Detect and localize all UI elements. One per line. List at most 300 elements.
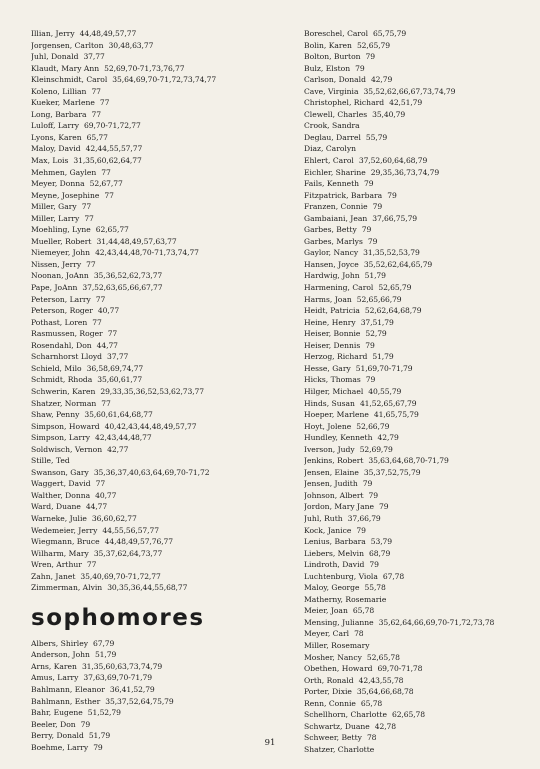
index-entry: [31, 132, 281, 144]
index-entry: [31, 398, 281, 410]
entry-pages: 62,65,77: [95, 225, 129, 235]
entry-name: Carlson, Donald: [304, 75, 366, 85]
entry-pages: 79: [372, 202, 383, 212]
entry-pages: 62,65,78: [391, 710, 425, 720]
entry-pages: 77: [91, 109, 101, 119]
entry-pages: 35,52,62,64,65,79: [363, 259, 433, 269]
entry-name: Shatzer, Charlotte: [304, 744, 375, 754]
entry-name: Schweer, Betty: [304, 733, 362, 743]
index-entry: [304, 201, 529, 213]
index-entry: [304, 617, 529, 629]
index-entry: [304, 190, 529, 202]
index-entry: [304, 120, 529, 132]
entry-name: Miller, Gary: [31, 202, 77, 212]
entry-name: Bulz, Elston: [304, 63, 351, 73]
entry-pages: 77: [95, 294, 106, 304]
index-entry: [31, 340, 281, 352]
index-entry: [304, 28, 529, 40]
index-entry: [304, 143, 529, 155]
index-entry: [31, 374, 281, 386]
entry-name: Mueller, Robert: [31, 236, 92, 246]
entry-pages: 79: [364, 179, 374, 189]
entry-pages: 42,43,44,48,70-71,73,74,77: [95, 248, 199, 258]
entry-name: Scharnhorst Lloyd: [31, 352, 103, 362]
entry-pages: 40,77: [95, 490, 117, 500]
index-entry: [31, 351, 281, 363]
entry-name: Liebers, Melvin: [304, 548, 364, 558]
index-entry: [304, 663, 529, 675]
index-entry: [304, 167, 529, 179]
entry-name: Zimmerman, Alvin: [31, 583, 103, 593]
entry-pages: 40,77: [97, 306, 120, 316]
entry-name: Pape, JoAnn: [31, 283, 78, 293]
entry-pages: 79: [369, 560, 379, 570]
index-list-top: [31, 28, 281, 594]
index-entry: [31, 236, 281, 248]
entry-name: Gaylor, Nancy: [304, 248, 359, 258]
index-entry: [31, 386, 281, 398]
index-entry: [304, 63, 529, 75]
entry-pages: 65,78: [352, 606, 375, 616]
entry-name: Pothast, Loren: [31, 317, 88, 327]
entry-pages: 44,48,49,57,77: [79, 29, 137, 38]
entry-pages: 79: [80, 719, 91, 729]
entry-pages: 37,66,79: [347, 513, 381, 523]
entry-pages: 40,55,79: [368, 386, 402, 396]
entry-pages: 31,35,60,63,73,74,79: [81, 661, 163, 671]
entry-name: Lyons, Karen: [31, 132, 82, 142]
entry-pages: 77: [101, 398, 111, 408]
index-entry: [31, 501, 281, 513]
index-entry: [304, 97, 529, 109]
index-entry: [31, 190, 281, 202]
entry-name: Juhl, Donald: [31, 52, 79, 62]
entry-name: Harmening, Carol: [304, 283, 374, 293]
entry-pages: 35,40,79: [372, 109, 406, 119]
entry-pages: 52,69,79: [359, 444, 393, 454]
index-entry: [31, 525, 281, 537]
index-entry: [31, 120, 281, 132]
entry-name: Kueker, Marlene: [31, 98, 95, 108]
entry-name: Christophel, Richard: [304, 98, 385, 108]
index-entry: [304, 490, 529, 502]
index-entry: [304, 605, 529, 617]
index-entry: [304, 444, 529, 456]
entry-pages: 77: [81, 202, 92, 212]
entry-name: Simpson, Larry: [31, 433, 90, 443]
entry-name: Schellhorn, Charlotte: [304, 710, 387, 720]
entry-pages: 53,79: [370, 537, 393, 547]
entry-name: Beeler, Don: [31, 719, 76, 729]
entry-pages: 79: [365, 375, 376, 385]
index-entry: [31, 649, 281, 661]
section-heading: sophomores: [31, 604, 205, 631]
entry-name: Jensen, Elaine: [304, 467, 359, 477]
entry-name: Klaudt, Mary Ann: [31, 63, 100, 73]
entry-name: Koleno, Lillian: [31, 86, 87, 96]
entry-name: Schmidt, Rhoda: [31, 375, 93, 385]
entry-name: Ward, Duane: [31, 502, 81, 512]
entry-name: Berry, Donald: [31, 731, 84, 741]
entry-name: Warneke, Julie: [31, 513, 87, 523]
index-entry: [304, 675, 529, 687]
entry-pages: 67,79: [93, 638, 115, 648]
entry-name: Crook, Sandra: [304, 121, 360, 131]
index-entry: [31, 559, 281, 571]
index-entry: [304, 386, 529, 398]
entry-name: Wiegmann, Bruce: [31, 537, 100, 547]
entry-pages: 52,65,78: [366, 652, 400, 662]
entry-name: Clewell, Charles: [304, 109, 368, 119]
entry-name: Arns, Karen: [31, 661, 77, 671]
entry-name: Schwartz, Duane: [304, 721, 370, 731]
index-entry: [304, 132, 529, 144]
entry-pages: 69,70-71,72,77: [84, 121, 141, 131]
entry-name: Porter, Dixie: [304, 687, 352, 697]
entry-pages: 77: [86, 259, 96, 269]
entry-name: Anderson, John: [31, 650, 90, 660]
entry-name: Garbes, Betty: [304, 225, 357, 235]
index-entry: [304, 270, 529, 282]
entry-name: Hardwig, John: [304, 271, 360, 281]
entry-pages: 52,79: [365, 329, 387, 339]
entry-pages: 42,43,44,48,77: [95, 433, 152, 443]
entry-pages: 35,52,62,66,67,73,74,79: [363, 86, 456, 96]
index-entry: [31, 247, 281, 259]
entry-name: Lenius, Barbara: [304, 537, 366, 547]
entry-pages: 77: [101, 167, 111, 177]
entry-pages: 77: [107, 329, 118, 339]
index-entry: [304, 155, 529, 167]
entry-name: Walther, Donna: [31, 490, 91, 500]
entry-pages: 77: [104, 190, 114, 200]
index-entry: [304, 224, 529, 236]
entry-name: Noonan, JoAnn: [31, 271, 89, 281]
entry-name: Long, Barbara: [31, 109, 87, 119]
entry-pages: 44,55,56,57,77: [102, 525, 159, 535]
index-entry: [31, 478, 281, 490]
entry-pages: 37,63,69,70-71,79: [83, 673, 152, 683]
entry-pages: 42,78: [374, 721, 397, 731]
index-entry: [304, 501, 529, 513]
index-entry: [304, 594, 529, 606]
entry-name: Jorgensen, Carlton: [31, 40, 104, 50]
index-entry: [304, 432, 529, 444]
index-entry: [304, 455, 529, 467]
index-entry: [304, 86, 529, 98]
entry-pages: 77: [91, 86, 101, 96]
entry-name: Niemeyer, John: [31, 248, 91, 258]
entry-pages: 37,51,79: [360, 317, 394, 327]
entry-pages: 40,42,43,44,48,49,57,77: [104, 421, 197, 431]
entry-name: Lindroth, David: [304, 560, 365, 570]
index-entry: [31, 490, 281, 502]
entry-name: Fitzpatrick, Barbara: [304, 190, 383, 200]
entry-name: Shatzer, Norman: [31, 398, 97, 408]
entry-name: Jordon, Mary Jane: [304, 502, 374, 512]
index-entry: [31, 328, 281, 340]
entry-name: Ehlert, Carol: [304, 156, 354, 166]
entry-pages: 65,78: [360, 698, 383, 708]
entry-pages: 52,62,64,68,79: [364, 306, 422, 316]
entry-name: Max, Lois: [31, 156, 69, 166]
index-entry: [304, 698, 529, 710]
index-entry: [31, 224, 281, 236]
entry-pages: 35,36,52,62,73,77: [93, 271, 163, 281]
entry-name: Harms, Joan: [304, 294, 352, 304]
index-entry: [31, 661, 281, 673]
right-index-column: [304, 28, 529, 755]
entry-name: Stille, Ted: [31, 456, 70, 466]
index-entry: [304, 548, 529, 560]
entry-name: Simpson, Howard: [31, 421, 100, 431]
index-entry: [31, 317, 281, 329]
page-number: 91: [264, 738, 276, 748]
entry-name: Renn, Connie: [304, 698, 356, 708]
index-entry: [31, 548, 281, 560]
index-entry: [304, 351, 529, 363]
index-entry: [304, 686, 529, 698]
entry-pages: 55,78: [364, 583, 386, 593]
entry-name: Juhl, Ruth: [304, 513, 343, 523]
index-entry: [304, 640, 529, 652]
entry-pages: 51,52,79: [87, 708, 121, 718]
entry-name: Illian, Jerry: [31, 29, 75, 38]
index-entry: [304, 317, 529, 329]
entry-name: Swanson, Gary: [31, 467, 89, 477]
entry-name: Deglau, Darrel: [304, 132, 361, 142]
entry-name: Maloy, David: [31, 144, 81, 154]
index-entry: [304, 247, 529, 259]
entry-name: Waggert, David: [31, 479, 91, 489]
entry-name: Moehling, Lyne: [31, 225, 91, 235]
entry-name: Wren, Arthur: [31, 560, 82, 570]
entry-name: Hansen, Joyce: [304, 259, 359, 269]
entry-name: Obethen, Howard: [304, 664, 373, 674]
entry-name: Hinds, Susan: [304, 398, 355, 408]
index-entry: [31, 432, 281, 444]
index-entry: [31, 28, 281, 40]
entry-name: Eichler, Sharine: [304, 167, 366, 177]
index-entry: [304, 40, 529, 52]
index-entry: [31, 294, 281, 306]
entry-name: Jenkins, Robert: [304, 456, 364, 466]
entry-name: Johnson, Albert: [304, 490, 364, 500]
index-entry: [304, 525, 529, 537]
entry-name: Wedemeier, Jerry: [31, 525, 98, 535]
index-entry: [31, 86, 281, 98]
left-index-column: [31, 28, 281, 753]
index-entry: [304, 409, 529, 421]
entry-name: Herzog, Richard: [304, 352, 368, 362]
entry-name: Maloy, George: [304, 583, 360, 593]
index-entry: [304, 721, 529, 733]
entry-pages: 29,33,35,36,52,53,62,73,77: [100, 386, 205, 396]
entry-pages: 35,37,62,64,73,77: [93, 548, 163, 558]
entry-name: Rasmussen, Roger: [31, 329, 103, 339]
index-entry: [304, 51, 529, 63]
entry-name: Meyer, Donna: [31, 179, 85, 189]
entry-name: Heiser, Bonnie: [304, 329, 361, 339]
entry-name: Franzen, Connie: [304, 202, 368, 212]
entry-name: Mehmen, Gaylen: [31, 167, 97, 177]
entry-pages: 79: [379, 502, 389, 512]
entry-name: Garbes, Marlys: [304, 236, 363, 246]
entry-name: Soldwisch, Vernon: [31, 444, 103, 454]
entry-pages: 77: [92, 317, 102, 327]
entry-name: Heiser, Dennis: [304, 340, 361, 350]
entry-name: Miller, Larry: [31, 213, 80, 223]
index-entry: [304, 363, 529, 375]
entry-name: Kock, Janice: [304, 525, 352, 535]
entry-pages: 35,37,52,75,79: [363, 467, 421, 477]
index-entry: [31, 40, 281, 52]
entry-pages: 44,77: [85, 502, 108, 512]
entry-pages: 42,44,55,57,77: [85, 144, 143, 154]
entry-name: Hoeper, Marlene: [304, 410, 369, 420]
entry-pages: 36,60,62,77: [91, 513, 137, 523]
index-entry: [304, 571, 529, 583]
entry-pages: 52,65,79: [356, 40, 390, 50]
index-entry: [304, 282, 529, 294]
entry-pages: 68,79: [368, 548, 391, 558]
index-entry: [304, 398, 529, 410]
index-entry: [31, 467, 281, 479]
entry-pages: 42,79: [370, 75, 393, 85]
index-entry: [31, 178, 281, 190]
index-entry: [31, 305, 281, 317]
entry-name: Boreschel, Carol: [304, 29, 369, 38]
entry-pages: 77: [95, 479, 106, 489]
entry-pages: 35,37,52,64,75,79: [105, 696, 174, 706]
entry-pages: 77: [99, 98, 110, 108]
entry-name: Miller, Rosemary: [304, 640, 370, 650]
index-entry: [31, 63, 281, 75]
entry-name: Bahlmann, Eleanor: [31, 684, 105, 694]
entry-pages: 51,79: [364, 271, 386, 281]
index-entry: [304, 467, 529, 479]
index-entry: [31, 582, 281, 594]
entry-pages: 51,79: [372, 352, 394, 362]
index-entry: [31, 143, 281, 155]
entry-pages: 35,62,64,66,69,70-71,72,73,78: [378, 617, 495, 627]
index-entry: [304, 628, 529, 640]
index-entry: [31, 672, 281, 684]
entry-name: Diaz, Carolyn: [304, 144, 357, 154]
index-entry: [304, 340, 529, 352]
index-entry: [304, 582, 529, 594]
entry-name: Bolton, Burton: [304, 52, 361, 62]
entry-pages: 65,75,79: [373, 29, 407, 38]
index-entry: [304, 513, 529, 525]
index-entry: [31, 684, 281, 696]
index-list-sophomores: [31, 638, 281, 753]
entry-pages: 37,77: [107, 352, 129, 362]
entry-name: Matherny, Rosemarie: [304, 594, 387, 604]
entry-name: Iverson, Judy: [304, 444, 355, 454]
index-entry: [31, 363, 281, 375]
entry-pages: 31,35,60,62,64,77: [73, 156, 142, 166]
entry-pages: 42,79: [377, 433, 399, 443]
entry-name: Hesse, Gary: [304, 363, 351, 373]
index-entry: [304, 294, 529, 306]
entry-pages: 37,52,63,65,66,67,77: [82, 283, 163, 293]
index-entry: [304, 652, 529, 664]
entry-name: Amus, Larry: [31, 673, 79, 683]
entry-name: Heine, Henry: [304, 317, 356, 327]
entry-pages: 42,43,55,78: [358, 675, 404, 685]
entry-pages: 79: [362, 479, 373, 489]
index-entry: [31, 696, 281, 708]
entry-name: Orth, Ronald: [304, 675, 354, 685]
entry-pages: 51,79: [94, 650, 117, 660]
entry-pages: 52,65,79: [378, 283, 412, 293]
index-entry: [31, 97, 281, 109]
entry-pages: 77: [86, 560, 97, 570]
entry-pages: 79: [365, 340, 375, 350]
index-entry: [304, 74, 529, 86]
entry-name: Luchtenburg, Viola: [304, 571, 378, 581]
entry-pages: 79: [356, 525, 366, 535]
index-entry: [31, 513, 281, 525]
entry-pages: 78: [354, 629, 364, 639]
entry-pages: 35,60,61,64,68,77: [84, 410, 153, 420]
entry-name: Luloff, Larry: [31, 121, 80, 131]
entry-pages: 69,70-71,78: [377, 664, 423, 674]
entry-name: Schield, Milo: [31, 363, 82, 373]
entry-name: Meyer, Carl: [304, 629, 350, 639]
entry-name: Schwerin, Karen: [31, 386, 96, 396]
index-entry: [31, 259, 281, 271]
entry-pages: 44,77: [96, 340, 118, 350]
entry-name: Nissen, Jerry: [31, 259, 82, 269]
entry-pages: 37,66,75,79: [372, 213, 418, 223]
index-entry: [304, 478, 529, 490]
entry-pages: 79: [355, 63, 365, 73]
entry-name: Bahr, Eugene: [31, 708, 83, 718]
index-entry: [304, 259, 529, 271]
index-entry: [304, 305, 529, 317]
index-entry: [31, 638, 281, 650]
entry-pages: 36,58,69,74,77: [86, 363, 144, 373]
index-entry: [31, 201, 281, 213]
entry-name: Meyne, Josephine: [31, 190, 100, 200]
entry-pages: 35,64,69,70-71,72,73,74,77: [112, 75, 217, 85]
entry-pages: 29,35,36,73,74,79: [370, 167, 440, 177]
entry-pages: 79: [365, 52, 376, 62]
index-entry: [304, 709, 529, 721]
entry-pages: 36,41,52,79: [109, 684, 155, 694]
entry-name: Zahn, Janet: [31, 571, 76, 581]
entry-name: Albers, Shirley: [31, 638, 88, 648]
entry-name: Hoyt, Jolene: [304, 421, 352, 431]
entry-pages: 51,69,70-71,79: [355, 363, 413, 373]
entry-pages: 52,65,66,79: [356, 294, 402, 304]
index-entry: [304, 559, 529, 571]
entry-name: Fails, Kenneth: [304, 179, 360, 189]
entry-pages: 77: [84, 213, 94, 223]
index-entry: [31, 409, 281, 421]
entry-name: Shaw, Penny: [31, 410, 80, 420]
entry-name: Peterson, Larry: [31, 294, 91, 304]
entry-name: Bahlmann, Esther: [31, 696, 101, 706]
entry-name: Mensing, Julianne: [304, 617, 374, 627]
entry-pages: 31,44,48,49,57,63,77: [96, 236, 177, 246]
entry-pages: 52,66,79: [356, 421, 390, 431]
index-entry: [31, 444, 281, 456]
entry-pages: 30,48,63,77: [108, 40, 154, 50]
entry-pages: 35,60,61,77: [97, 375, 143, 385]
